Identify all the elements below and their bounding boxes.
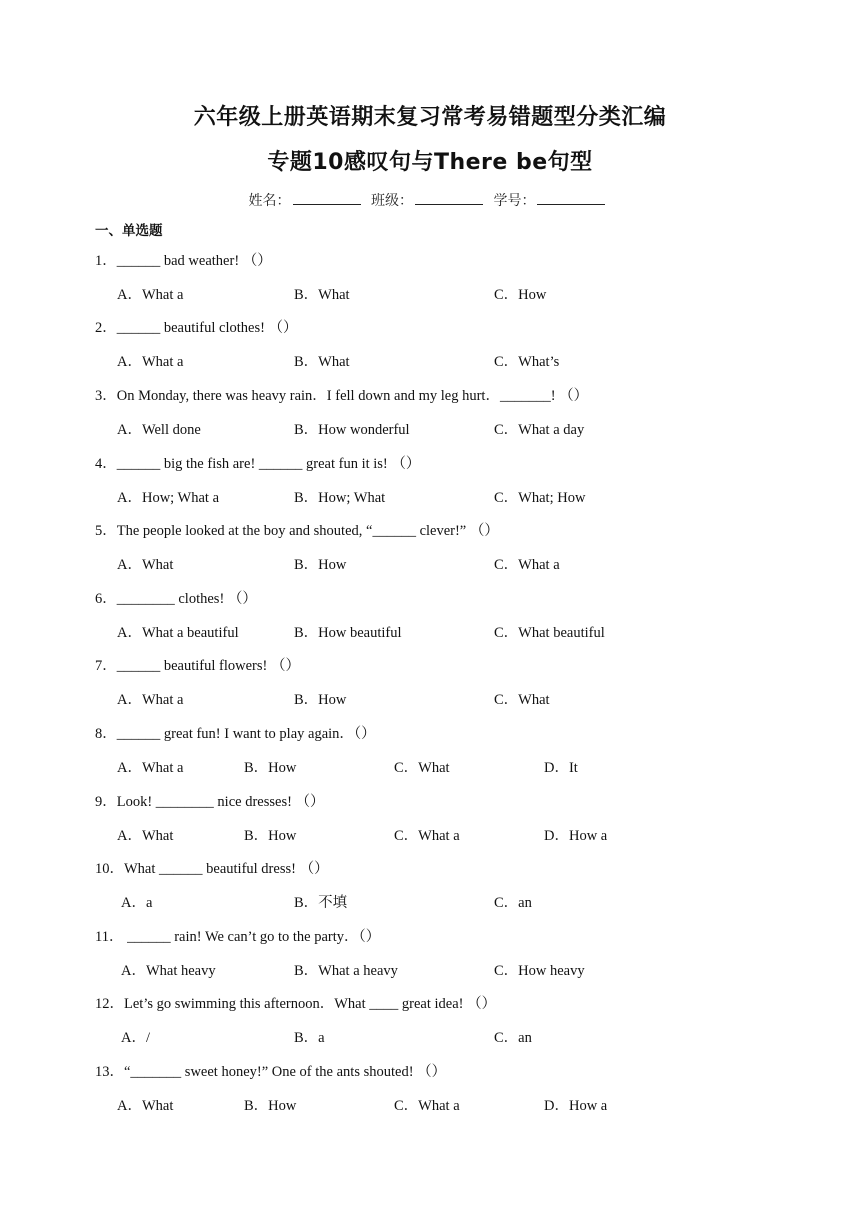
question-9-option-d[interactable]: D．How a (544, 828, 608, 844)
number-blank[interactable] (537, 192, 605, 205)
question-2-option-b[interactable]: B．What (294, 354, 350, 370)
question-10-option-c[interactable]: C．an (494, 895, 532, 911)
document-title: 六年级上册英语期末复习常考易错题型分类汇编 (193, 105, 667, 130)
question-2-option-a[interactable]: A．What a (117, 354, 184, 370)
question-4-option-b[interactable]: B．How; What (294, 490, 386, 506)
question-7: 7．______ beautiful flowers! （） (95, 658, 300, 674)
question-10: 10．What ______ beautiful dress! （） (95, 861, 329, 877)
question-11-option-c[interactable]: C．How heavy (494, 963, 585, 979)
document-subtitle: 专题10感叹句与There be句型 (267, 150, 593, 175)
question-13-option-a[interactable]: A．What (117, 1098, 174, 1114)
question-6-option-c[interactable]: C．What beautiful (494, 625, 605, 641)
question-5-option-c[interactable]: C．What a (494, 557, 560, 573)
question-4: 4．______ big the fish are! ______ great fun it is! （） (95, 456, 421, 472)
question-12: 12．Let’s go swimming this afternoon．What ____ great idea! （） (95, 996, 497, 1012)
question-11-option-a[interactable]: A．What heavy (121, 963, 216, 979)
question-13: 13．“_______ sweet honey!” One of the ants shouted! （） (95, 1064, 447, 1080)
question-12-option-c[interactable]: C．an (494, 1030, 532, 1046)
question-7-option-c[interactable]: C．What (494, 692, 550, 708)
question-5-option-b[interactable]: B．How (294, 557, 347, 573)
question-10-option-a[interactable]: A．a (121, 895, 153, 911)
class-blank[interactable] (415, 192, 483, 205)
question-7-option-b[interactable]: B．How (294, 692, 347, 708)
question-12-option-b[interactable]: B．a (294, 1030, 325, 1046)
question-12-option-a[interactable]: A．/ (121, 1030, 150, 1046)
question-3-option-b[interactable]: B．How wonderful (294, 422, 410, 438)
section-title: 一、单选题 (95, 223, 163, 239)
student-info-line (0, 190, 860, 210)
question-7-option-a[interactable]: A．What a (117, 692, 184, 708)
name-blank[interactable] (293, 192, 361, 205)
number-label: 学号： (493, 193, 536, 209)
question-4-option-c[interactable]: C．What; How (494, 490, 586, 506)
question-8: 8．______ great fun! I want to play again．（） (95, 726, 376, 742)
question-9-option-c[interactable]: C．What a (394, 828, 460, 844)
question-5: 5．The people looked at the boy and shouted, “______ clever!” （） (95, 523, 499, 539)
question-10-option-b[interactable]: B．不填 (294, 895, 348, 911)
question-8-option-d[interactable]: D．It (544, 760, 578, 776)
question-3-option-a[interactable]: A．Well done (117, 422, 201, 438)
question-9: 9．Look! ________ nice dresses! （） (95, 794, 325, 810)
question-2: 2．______ beautiful clothes! （） (95, 320, 298, 336)
question-6-option-a[interactable]: A．What a beautiful (117, 625, 239, 641)
question-8-option-b[interactable]: B．How (244, 760, 297, 776)
question-1-option-c[interactable]: C．How (494, 287, 547, 303)
question-13-option-c[interactable]: C．What a (394, 1098, 460, 1114)
question-1: 1．______ bad weather! （） (95, 253, 272, 269)
question-1-option-a[interactable]: A．What a (117, 287, 184, 303)
question-11-option-b[interactable]: B．What a heavy (294, 963, 398, 979)
question-3-option-c[interactable]: C．What a day (494, 422, 585, 438)
question-4-option-a[interactable]: A．How; What a (117, 490, 220, 506)
question-13-option-b[interactable]: B．How (244, 1098, 297, 1114)
question-9-option-a[interactable]: A．What (117, 828, 174, 844)
class-label: 班级： (371, 193, 413, 209)
question-9-option-b[interactable]: B．How (244, 828, 297, 844)
question-6: 6．________ clothes! （） (95, 591, 257, 607)
question-6-option-b[interactable]: B．How beautiful (294, 625, 402, 641)
question-13-option-d[interactable]: D．How a (544, 1098, 608, 1114)
question-1-option-b[interactable]: B．What (294, 287, 350, 303)
question-11: 11． ______ rain! We can’t go to the party．（） (95, 929, 381, 945)
question-8-option-a[interactable]: A．What a (117, 760, 184, 776)
question-2-option-c[interactable]: C．What’s (494, 354, 560, 370)
question-3: 3．On Monday, there was heavy rain．I fell down and my leg hurt．_______! （） (95, 388, 589, 404)
question-5-option-a[interactable]: A．What (117, 557, 174, 573)
question-8-option-c[interactable]: C．What (394, 760, 450, 776)
name-label: 姓名： (248, 193, 291, 209)
